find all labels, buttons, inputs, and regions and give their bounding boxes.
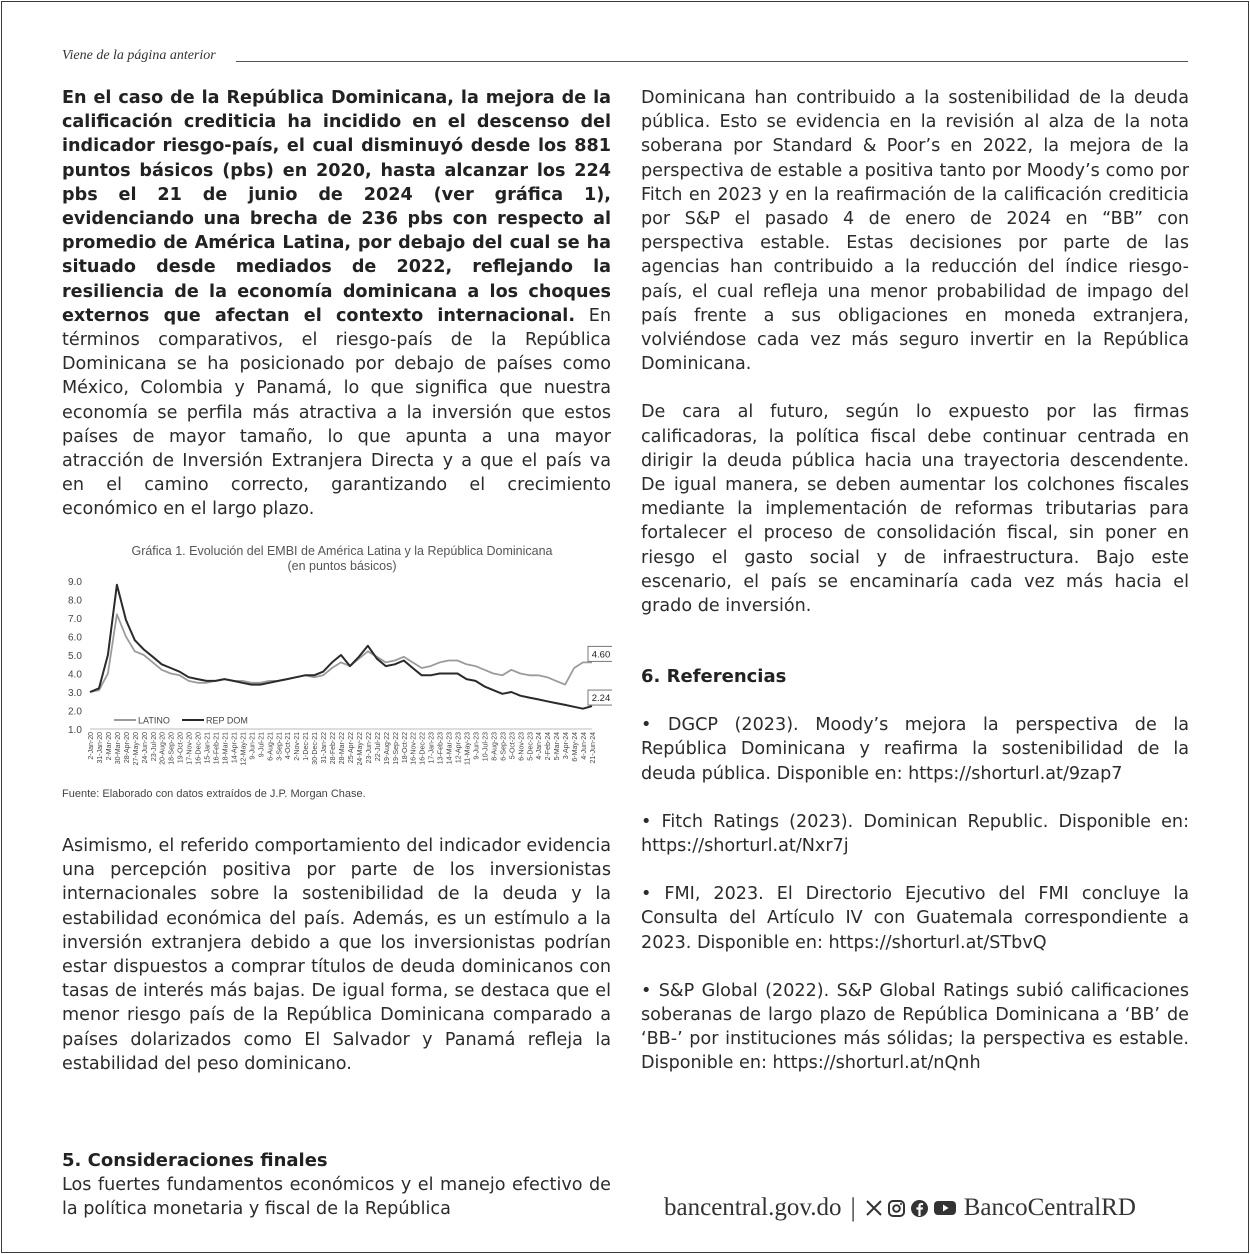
x-tick-label: 28-Mar-22 [339, 732, 346, 765]
embi-chart [62, 540, 612, 810]
x-tick-label: 19-Aug-22 [383, 732, 391, 765]
x-tick-label: 17-Jan-23 [428, 732, 436, 764]
x-tick-label: 23-Jul-20 [150, 732, 158, 762]
y-tick-label: 9.0 [68, 577, 82, 588]
footer-separator: | [850, 1193, 856, 1222]
x-tick-label: 6-Sep-23 [500, 732, 508, 761]
legend-label: REP DOM [206, 715, 248, 726]
paragraph-fundamentos: Los fuertes fundamentos económicos y el manejo efectivo de la política monetaria y fiscal de la República [62, 1175, 611, 1220]
y-tick-label: 4.0 [68, 669, 82, 681]
x-tick-label: 19-Oct-20 [177, 732, 185, 764]
chart-source: Fuente: Elaborado con datos extraídos de J.P. Morgan Chase. [62, 788, 366, 800]
y-tick-label: 7.0 [68, 614, 82, 625]
x-tick-label: 5-Dec-23 [527, 732, 535, 761]
left-column-bottom [62, 834, 611, 1076]
x-tick-label: 24-May-22 [356, 732, 364, 766]
section-5 [62, 1149, 611, 1222]
x-tick-label: 9-Jul-21 [258, 732, 266, 758]
footer [664, 1190, 1136, 1226]
x-tick-label: 30-Mar-20 [114, 732, 122, 765]
heading-referencias: 6. Referencias [641, 666, 787, 687]
reference-item: • S&P Global (2022). S&P Global Ratings subió calificaciones soberanas de largo plazo de República Dominicana a ‘BB’ de ‘BB-’ por instituciones más sólidas; la perspectiva es estable. Disponible en: https://shorturl.at/nQnh [641, 980, 1189, 1074]
facebook-icon[interactable] [910, 1199, 929, 1218]
x-tick-label: 1-Dec-21 [303, 732, 311, 761]
x-tick-label: 9-Jun-23 [473, 732, 481, 760]
paragraph-sostenibilidad: Dominicana han contribuido a la sostenibilidad de la deuda pública. Esto se evidencia en la revisión al alza de la nota soberana por Standard & Poor’s en 2022, la mejora de la perspectiva de estable a positiva tanto por Moody’s como por Fitch en 2023 y en la reafirmación de la calificación crediticia por S&P el pasado 4 de enero de 2024 en “BB” con perspectiva estable. Estas decisiones por parte de las agencias han contribuido a la reducción del índice riesgo-país, el cual refleja una menor probabilidad de impago del país frente a sus obligaciones en moneda extranjera, volviéndose cada vez más seguro invertir en la República Dominicana. [641, 88, 1189, 375]
x-tick-label: 20-Aug-20 [159, 732, 167, 765]
heading-consideraciones: 5. Consideraciones finales [62, 1150, 328, 1171]
y-tick-label: 2.0 [68, 706, 82, 718]
instagram-icon[interactable] [887, 1199, 906, 1218]
chart-title: Gráfica 1. Evolución del EMBI de América Latina y la República Dominicana [131, 544, 553, 558]
x-tick-label: 6-May-24 [572, 732, 580, 762]
x-tick-label: 27-May-20 [132, 732, 140, 766]
x-tick-label: 3-Sep-21 [276, 732, 284, 761]
y-tick-label: 6.0 [68, 632, 82, 644]
social-handle[interactable]: BancoCentralRD [963, 1194, 1136, 1221]
header-rule [236, 61, 1188, 62]
x-tick-label: 4-Oct-21 [285, 732, 293, 760]
x-tick-label: 12-Apr-23 [455, 732, 463, 764]
x-tick-label: 2-Nov-21 [294, 732, 302, 761]
paragraph-riesgo-pais [62, 86, 611, 522]
x-tick-label: 6-Aug-21 [267, 732, 275, 761]
x-tick-label: 31-Jan-22 [321, 732, 329, 764]
x-tick-label: 2-Mar-20 [105, 732, 113, 761]
left-column-intro [62, 86, 611, 522]
x-tick-label: 14-Apr-21 [231, 732, 239, 764]
x-tick-label: 4-Jun-24 [581, 732, 589, 760]
y-tick-label: 8.0 [68, 595, 82, 607]
chart-subtitle: (en puntos básicos) [287, 559, 397, 573]
section-6 [641, 665, 1189, 1076]
x-tick-label: 28-Apr-20 [123, 732, 131, 764]
y-tick-label: 3.0 [68, 688, 82, 699]
x-tick-label: 12-May-21 [240, 732, 248, 766]
x-tick-label: 4-Jan-24 [536, 732, 544, 760]
paragraph-asimismo: Asimismo, el referido comportamiento del indicador evidencia una percepción positiva por parte de los inversionistas internacionales sobre la sostenibilidad de la deuda y la estabilidad económica del país. Además, es un estímulo a la inversión extranjera debido a que los inversionistas podrían estar dispuestos a comprar títulos de deuda dominicanos con tasas de interés más bajas. De igual forma, se destaca que el menor riesgo país de la República Dominicana comparado a países dolarizados como El Salvador y Panamá refleja la estabilidad del peso dominicano. [62, 836, 611, 1074]
reference-item: • FMI, 2023. El Directorio Ejecutivo del FMI concluye la Consulta del Artículo IV con Guatemala correspondiente a 2023. Disponible en: https://shorturl.at/STbvQ [641, 884, 1189, 953]
x-icon[interactable] [865, 1199, 883, 1217]
x-tick-label: 22-Jul-22 [374, 732, 382, 762]
annotation-label: 2.24 [591, 693, 611, 705]
x-tick-label: 18-Mar-21 [222, 732, 230, 765]
x-tick-label: 24-Jun-20 [141, 732, 149, 764]
x-tick-label: 16-Nov-22 [410, 732, 418, 765]
x-tick-label: 18-Sep-20 [168, 732, 176, 765]
y-tick-label: 1.0 [68, 725, 82, 736]
x-tick-label: 28-Feb-22 [330, 732, 338, 765]
x-tick-label: 9-Jun-21 [249, 732, 257, 760]
x-tick-label: 5-Mar-24 [554, 732, 562, 761]
x-tick-label: 16-Dec-20 [195, 732, 203, 765]
chart-svg [62, 540, 612, 785]
x-tick-label: 16-Dec-22 [419, 732, 427, 765]
x-tick-label: 21-Jun-24 [590, 732, 597, 764]
y-tick-label: 5.0 [68, 651, 82, 662]
series-line-rep-dom [90, 585, 592, 709]
reference-item: • Fitch Ratings (2023). Dominican Republic. Disponible en: https://shorturl.at/Nxr7j [641, 811, 1189, 857]
right-column-top [641, 86, 1189, 618]
legend-label: LATINO [138, 715, 170, 726]
series-line-latino [90, 614, 592, 692]
x-tick-label: 13-Feb-23 [437, 732, 445, 765]
x-tick-label: 18-Oct-22 [401, 732, 409, 764]
x-tick-label: 11-May-23 [464, 732, 472, 765]
x-tick-label: 17-Nov-20 [186, 732, 194, 765]
website-link[interactable]: bancentral.gov.do [664, 1194, 842, 1221]
x-tick-label: 8-Aug-23 [491, 732, 499, 761]
x-tick-label: 2-Jan-20 [88, 732, 95, 760]
paragraph-rest: En términos comparativos, el riesgo-país de la República Dominicana se ha posicionado por debajo de países como México, Colombia y Panamá, lo que significa que nuestra economía se perfila más atractiva a la inversión que estos países de mayor tamaño, lo que apunta a una mayor atracción de Inversión Extranjera Directa y a que el país va en el camino correcto, garantizando el crecimiento económico en el largo plazo. [62, 305, 611, 520]
paragraph-futuro: De cara al futuro, según lo expuesto por las firmas calificadoras, la política fiscal debe continuar centrada en dirigir la deuda pública hacia una trayectoria descendente. De igual manera, se deben aumentar los colchones fiscales mediante la implementación de reformas tributarias para fortalecer el proceso de consolidación fiscal, sin poner en riesgo el gasto social y de infraestructura. Bajo este escenario, el país se encaminaría cada vez más hacia el grado de inversión. [641, 402, 1189, 617]
x-tick-label: 3-Apr-24 [563, 732, 571, 760]
x-tick-label: 23-Jun-22 [365, 732, 373, 764]
continued-note: Viene de la página anterior [62, 48, 216, 63]
x-tick-label: 15-Jan-21 [204, 732, 212, 764]
x-tick-label: 25-Apr-22 [347, 732, 355, 764]
x-tick-label: 5-Oct-23 [509, 732, 517, 760]
x-tick-label: 16-Feb-21 [213, 732, 221, 765]
x-tick-label: 2-Feb-24 [545, 732, 553, 761]
x-tick-label: 30-Dec-21 [312, 732, 320, 765]
x-tick-label: 10-Jul-23 [482, 732, 490, 762]
reference-item: • DGCP (2023). Moody’s mejora la perspectiva de la República Dominicana y reafirma la sostenibilidad de la deuda pública. Disponible en: https://shorturl.at/9zap7 [641, 715, 1189, 784]
youtube-icon[interactable] [933, 1199, 957, 1217]
annotation-label: 4.60 [591, 649, 611, 661]
bold-lead: En el caso de la República Dominicana, la mejora de la calificación crediticia ha incidido en el descenso del indicador riesgo-país, el cual disminuyó desde los 881 puntos básicos (pbs) en 2020, hasta alcanzar los 224 pbs el 21 de junio de 2024 (ver gráfica 1), evidenciando una brecha de 236 pbs con respecto al promedio de América Latina, por debajo del cual se ha situado desde mediados de 2022, reflejando la resiliencia de la economía dominicana a los choques externos que afectan el contexto internacional. [62, 88, 611, 326]
x-tick-label: 19-Sep-22 [392, 732, 400, 765]
x-tick-label: 6-Nov-23 [518, 732, 526, 761]
x-tick-label: 31-Jan-20 [96, 732, 104, 764]
x-tick-label: 14-Mar-23 [446, 732, 454, 765]
